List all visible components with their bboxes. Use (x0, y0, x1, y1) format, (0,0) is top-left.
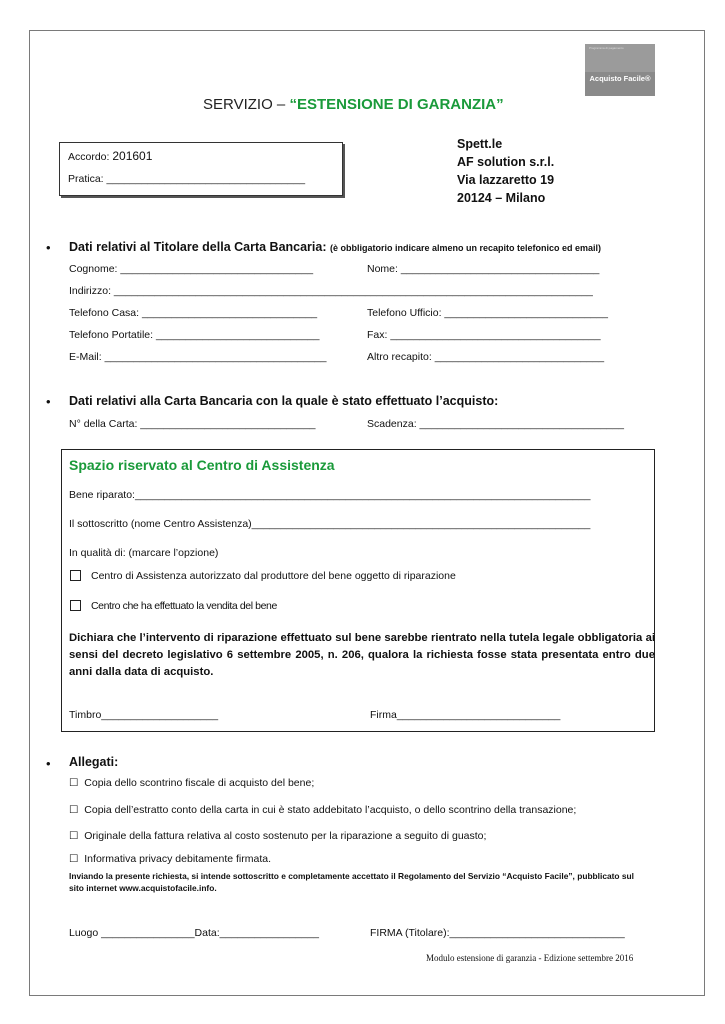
allegato-item (69, 853, 271, 865)
accordo-label: Accordo: (68, 151, 110, 163)
section1-title: Dati relativi al Titolare della Carta Bancaria: (69, 240, 327, 254)
firma-titolare-field[interactable]: FIRMA (Titolare):______________________________ (370, 927, 625, 939)
section2-heading: Dati relativi alla Carta Bancaria con la quale è stato effettuato l’acquisto: (69, 394, 499, 408)
accordo-row (68, 149, 152, 163)
declaration-text: Dichiara che l’intervento di riparazione effettuato sul bene sarebbe rientrato nella tutela legale obbligatoria ai sensi del decreto legislativo 6 settembre 2005, n. 206, qualora la richiesta fosse stata presentata entro due anni dalla data di acquisto. (69, 632, 655, 678)
acquisto-facile-logo (585, 44, 655, 96)
recipient-line2: AF solution s.r.l. (457, 155, 555, 169)
telefono-portatile-field[interactable]: Telefono Portatile: ____________________________ (69, 329, 320, 341)
title-highlight: “ESTENSIONE DI GARANZIA” (289, 96, 504, 113)
recipient-line1: Spett.le (457, 137, 503, 151)
allegato-checkbox[interactable]: ☐ (69, 804, 79, 816)
allegato-checkbox[interactable]: ☐ (69, 777, 79, 789)
firma-centro-field[interactable]: Firma____________________________ (370, 709, 561, 721)
footer-edition: Modulo estensione di garanzia - Edizione settembre 2016 (426, 953, 634, 963)
luogo-data-field[interactable]: Luogo ________________Data:_________________ (69, 927, 319, 939)
recipient-line4: 20124 – Milano (457, 191, 546, 205)
scadenza-field[interactable]: Scadenza: ___________________________________ (367, 418, 624, 430)
telefono-casa-field[interactable]: Telefono Casa: ______________________________ (69, 307, 318, 319)
allegato-item-label: Copia dell’estratto conto della carta in cui è stato addebitato l’acquisto, o dello scontrino della transazione; (84, 804, 577, 816)
allegati-heading: Allegati: (69, 755, 119, 769)
form-title (203, 96, 504, 113)
altro-recapito-field[interactable]: Altro recapito: _____________________________ (367, 351, 605, 363)
pratica-row[interactable] (68, 173, 305, 185)
nome-field[interactable]: Nome: __________________________________ (367, 263, 600, 275)
option2-checkbox[interactable] (70, 600, 81, 611)
section1-heading (69, 240, 601, 254)
email-field[interactable]: E-Mail: ______________________________________ (69, 351, 327, 363)
allegato-checkbox[interactable]: ☐ (69, 853, 79, 865)
allegato-item-label: Informativa privacy debitamente firmata. (84, 853, 272, 865)
assistance-center-heading: Spazio riservato al Centro di Assistenza (69, 457, 335, 473)
allegato-checkbox[interactable]: ☐ (69, 830, 79, 842)
pratica-label: Pratica: (68, 173, 104, 185)
section2-bullet: • (46, 394, 51, 409)
telefono-ufficio-field[interactable]: Telefono Ufficio: ____________________________ (367, 307, 608, 319)
allegati-bullet: • (46, 756, 51, 771)
allegato-item (69, 777, 314, 789)
accordo-value: 201601 (112, 149, 153, 163)
regolamento-notice-line1: Inviando la presente richiesta, si intende sottoscritto e completamente accettato il Regolamento del Servizio “Acquisto Facile”, pubblicato sul (69, 871, 634, 881)
bene-riparato-field[interactable]: Bene riparato:______________________________________________________________________________ (69, 489, 591, 501)
centro-assistenza-name-field[interactable]: Il sottoscritto (nome Centro Assistenza)__________________________________________________________ (69, 518, 591, 530)
regolamento-notice-line2: sito internet www.acquistofacile.info. (69, 883, 217, 893)
indirizzo-field[interactable]: Indirizzo: __________________________________________________________________________________ (69, 285, 593, 297)
title-prefix: SERVIZIO – (203, 96, 286, 113)
fax-field[interactable]: Fax: ____________________________________ (367, 329, 601, 341)
pratica-line: __________________________________ (106, 173, 306, 185)
allegato-item-label: Copia dello scontrino fiscale di acquisto del bene; (84, 777, 315, 789)
option1-label: Centro di Assistenza autorizzato dal produttore del bene oggetto di riparazione (91, 570, 456, 582)
option2-label: Centro che ha effettuato la vendita del bene (91, 600, 277, 612)
timbro-field[interactable]: Timbro____________________ (69, 709, 219, 721)
section1-note: (è obbligatorio indicare almeno un recapito telefonico ed email) (330, 243, 602, 253)
allegato-item (69, 830, 486, 842)
qualita-label: In qualità di: (marcare l’opzione) (69, 547, 219, 559)
logo-small-text: Programma di pagamento (589, 46, 624, 50)
numero-carta-field[interactable]: N° della Carta: ______________________________ (69, 418, 316, 430)
option1-checkbox[interactable] (70, 570, 81, 581)
logo-brand-text: Acquisto Facile® (589, 74, 651, 83)
recipient-line3: Via lazzaretto 19 (457, 173, 555, 187)
allegato-item-label: Originale della fattura relativa al costo sostenuto per la riparazione a seguito di guasto; (84, 830, 487, 842)
cognome-field[interactable]: Cognome: _________________________________ (69, 263, 314, 275)
allegato-item (69, 804, 576, 816)
section1-bullet: • (46, 240, 51, 255)
